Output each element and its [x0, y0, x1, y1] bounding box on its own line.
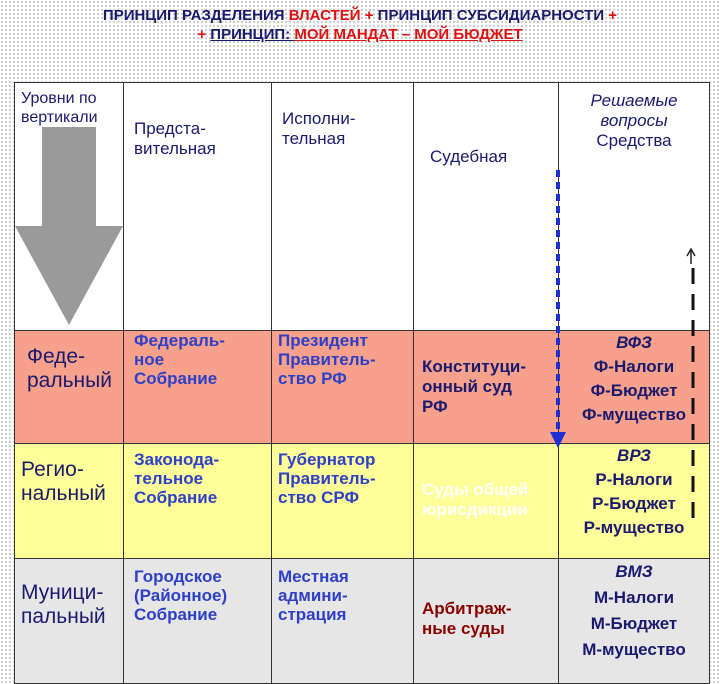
cell-text: Ф-мущество [582, 405, 686, 424]
level-cell [15, 444, 124, 559]
header-text: Средства [596, 131, 672, 150]
level-text: нальный [21, 482, 106, 505]
title-plus: + [604, 7, 618, 24]
cell-text: Конституци- [422, 357, 527, 376]
header-text: вительная [134, 139, 216, 158]
header-levels-text: вертикали [21, 109, 98, 126]
cell-text: Суды общей [422, 480, 529, 499]
header-text: Решаемые [590, 91, 678, 110]
header-judicial [414, 83, 559, 331]
cell-text: онный суд [422, 377, 512, 396]
dashed-line-right [690, 268, 696, 518]
table-row-municipal [15, 559, 710, 684]
header-text: Судебная [430, 147, 508, 166]
level-text: Муници- [21, 581, 104, 604]
header-text: вопросы [600, 111, 668, 130]
cell-text: ВФЗ [616, 333, 652, 352]
level-text: пальный [21, 605, 106, 628]
finance-cell [559, 559, 710, 684]
title-line-2 [0, 25, 720, 44]
judicial-cell [414, 559, 559, 684]
cell-text: ство РФ [278, 369, 347, 388]
down-arrow-icon [15, 127, 123, 325]
cell-text: Правитель- [278, 350, 376, 369]
table-row-regional [15, 444, 710, 559]
level-text: Феде- [27, 345, 86, 368]
cell-text: М-мущество [582, 640, 686, 659]
judicial-cell [414, 444, 559, 559]
slide-title [0, 6, 720, 44]
cell-text: юрисдикции [422, 500, 528, 519]
executive-cell [272, 559, 414, 684]
cell-text: Собрание [134, 488, 218, 507]
powers-table [14, 82, 710, 684]
cell-text: тельное [134, 469, 204, 488]
cell-text: М-Бюджет [590, 614, 678, 633]
table-row-federal [15, 331, 710, 444]
cell-text: Губернатор [278, 450, 376, 469]
title-accent: ВЛАСТЕЙ [288, 7, 361, 24]
cell-text: Арбитраж- [422, 599, 512, 618]
header-text: Предста- [134, 119, 206, 138]
cell-text: Ф-Бюджет [590, 381, 678, 400]
level-cell [15, 559, 124, 684]
executive-cell [272, 444, 414, 559]
cell-text: М-Налоги [593, 588, 675, 607]
cell-text: Р-Бюджет [592, 494, 676, 513]
representative-cell [124, 559, 272, 684]
cell-text: Р-мущество [583, 518, 685, 537]
header-text: тельная [282, 129, 346, 148]
level-text: Регио- [21, 458, 84, 481]
level-text: ральный [27, 369, 112, 392]
cell-text: ное [134, 350, 165, 369]
table-header-row [15, 83, 710, 331]
finance-cell [559, 444, 710, 559]
cell-text: (Районное) [134, 586, 228, 605]
cell-text: ство СРФ [278, 488, 360, 507]
representative-cell [124, 331, 272, 444]
cell-text: Городское [134, 567, 222, 586]
dashed-down-arrow-icon [548, 170, 568, 450]
cell-text: РФ [422, 397, 448, 416]
cell-text: админи- [278, 586, 348, 605]
cell-text: страция [278, 605, 347, 624]
title-text: ПРИНЦИП РАЗДЕЛЕНИЯ [102, 7, 289, 24]
title-plus: + [360, 7, 378, 24]
header-levels [15, 83, 124, 331]
title-line-1 [0, 6, 720, 25]
level-cell [15, 331, 124, 444]
cell-text: Местная [278, 567, 349, 586]
header-executive [272, 83, 414, 331]
cell-text: Правитель- [278, 469, 376, 488]
header-representative [124, 83, 272, 331]
cell-text: Р-Налоги [595, 470, 673, 489]
representative-cell [124, 444, 272, 559]
cell-text: ВМЗ [615, 562, 653, 581]
cell-text: Законода- [134, 450, 220, 469]
judicial-cell [414, 331, 559, 444]
cell-text: Собрание [134, 369, 218, 388]
executive-cell [272, 331, 414, 444]
cell-text: Собрание [134, 605, 218, 624]
header-levels-text: Уровни по [21, 90, 97, 107]
cell-text: Ф-Налоги [593, 357, 675, 376]
header-text: Исполни- [282, 109, 356, 128]
cell-text: Федераль- [134, 331, 225, 350]
title-plus: + [197, 26, 211, 43]
title-text: ПРИНЦИП СУБСИДИАРНОСТИ [377, 7, 605, 24]
title-accent: МОЙ МАНДАТ – МОЙ БЮДЖЕТ [294, 26, 523, 43]
cell-text: Президент [278, 331, 368, 350]
cell-text: ВРЗ [617, 446, 651, 465]
cell-text: ные суды [422, 619, 505, 638]
title-text: ПРИНЦИП: [210, 26, 295, 43]
